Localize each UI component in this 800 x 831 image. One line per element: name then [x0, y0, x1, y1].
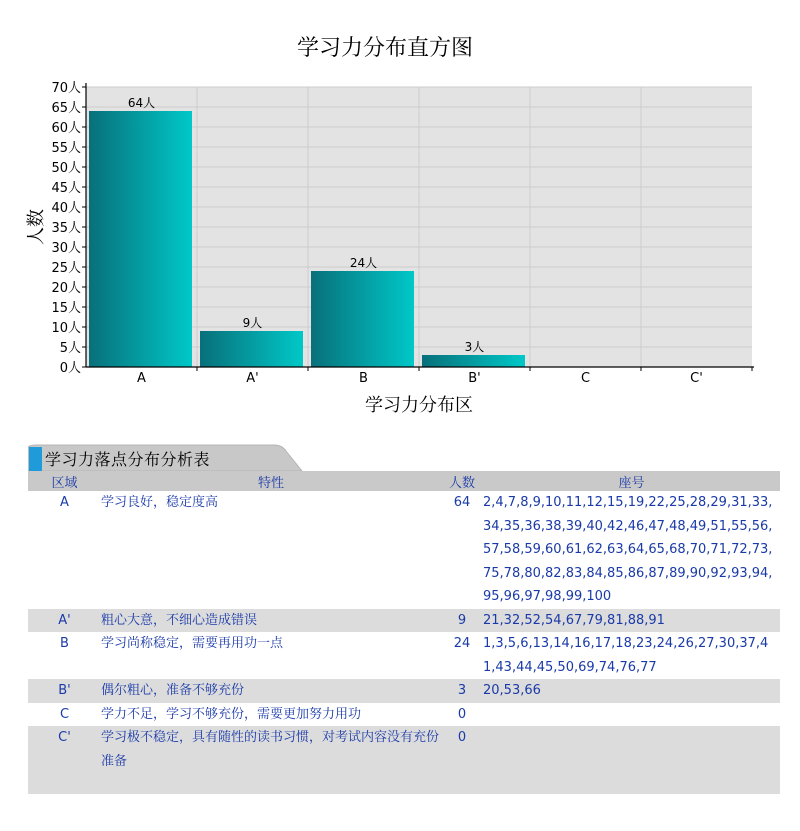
y-tick-label: 55人 [51, 141, 81, 156]
table-row [28, 491, 780, 609]
y-axis-label: 人数 [26, 209, 47, 245]
row-feature: 学习良好，稳定度高 [101, 491, 441, 609]
y-tick-label: 5人 [59, 341, 81, 356]
row-seats: 2,4,7,8,9,10,11,12,15,19,22,25,28,29,31,33,34,35,36,38,39,40,42,46,47,48,49,51,55,56,57,58,59,60,61,62,63,64,65,68,70,71,72,73,75,78,80,82,83,84,85,86,87,89,90,92,93,94,95,96,97,98,99,100 [483, 491, 780, 609]
y-tick-label: 20人 [51, 281, 81, 296]
y-tick-label: 45人 [51, 181, 81, 196]
bar-b [311, 271, 414, 367]
header-count: 人数 [441, 471, 483, 491]
row-zone: C' [28, 726, 101, 794]
table-row [28, 679, 780, 703]
y-tick-label: 70人 [51, 81, 81, 96]
row-feature: 学习尚称稳定，需要再用功一点 [101, 632, 441, 679]
x-tick-label: A' [246, 371, 259, 386]
row-zone: B [28, 632, 101, 679]
row-count: 9 [441, 609, 483, 633]
x-tick-label: C' [690, 371, 703, 386]
section-title: 学习力落点分布分析表 [45, 450, 211, 469]
row-count: 64 [441, 491, 483, 609]
bar-a [89, 111, 192, 367]
row-seats: 21,32,52,54,67,79,81,88,91 [483, 609, 780, 633]
row-feature: 学习极不稳定，具有随性的读书习惯，对考试内容没有充份准备 [101, 726, 441, 794]
row-seats [483, 726, 780, 794]
y-tick-label: 60人 [51, 121, 81, 136]
table-row [28, 609, 780, 633]
row-zone: C [28, 703, 101, 727]
x-tick-label: C [580, 371, 591, 386]
row-zone: A [28, 491, 101, 609]
row-count: 0 [441, 703, 483, 727]
y-tick-label: 15人 [51, 301, 81, 316]
row-zone: A' [28, 609, 101, 633]
row-feature: 粗心大意，不细心造成错误 [101, 609, 441, 633]
y-tick-label: 40人 [51, 201, 81, 216]
chart-title: 学习力分布直方图 [296, 36, 474, 61]
table-row [28, 632, 780, 679]
row-zone: B' [28, 679, 101, 703]
row-count: 0 [441, 726, 483, 794]
y-tick-label: 50人 [51, 161, 81, 176]
y-tick-label: 35人 [51, 221, 81, 236]
row-seats: 20,53,66 [483, 679, 780, 703]
table-row [28, 703, 780, 727]
bar-value-label: 24人 [349, 256, 378, 270]
header-zone: 区域 [28, 471, 101, 491]
header-feature: 特性 [101, 471, 441, 491]
x-tick-label: A [137, 371, 146, 386]
row-seats: 1,3,5,6,13,14,16,17,18,23,24,26,27,30,37,41,43,44,45,50,69,74,76,77 [483, 632, 780, 679]
y-tick-label: 30人 [51, 241, 81, 256]
bar-value-label: 3人 [464, 340, 485, 354]
x-tick-label: B' [468, 371, 481, 386]
row-seats [483, 703, 780, 727]
bar-value-label: 64人 [127, 96, 156, 110]
row-feature: 学力不足，学习不够充份，需要更加努力用功 [101, 703, 441, 727]
row-count: 3 [441, 679, 483, 703]
distribution-table [28, 471, 780, 794]
header-seats: 座号 [483, 471, 780, 491]
x-tick-label: B [359, 371, 368, 386]
bar-a-prime [200, 331, 303, 367]
y-tick-label: 10人 [51, 321, 81, 336]
row-feature: 偶尔粗心，准备不够充份 [101, 679, 441, 703]
table-header-row [28, 471, 780, 491]
table-row [28, 726, 780, 794]
bar-value-label: 9人 [242, 316, 263, 330]
y-tick-label: 0人 [59, 361, 81, 376]
x-axis-label: 学习力分布区 [365, 395, 473, 416]
row-count: 24 [441, 632, 483, 679]
y-tick-label: 25人 [51, 261, 81, 276]
bar-b-prime [422, 355, 525, 367]
y-tick-label: 65人 [51, 101, 81, 116]
